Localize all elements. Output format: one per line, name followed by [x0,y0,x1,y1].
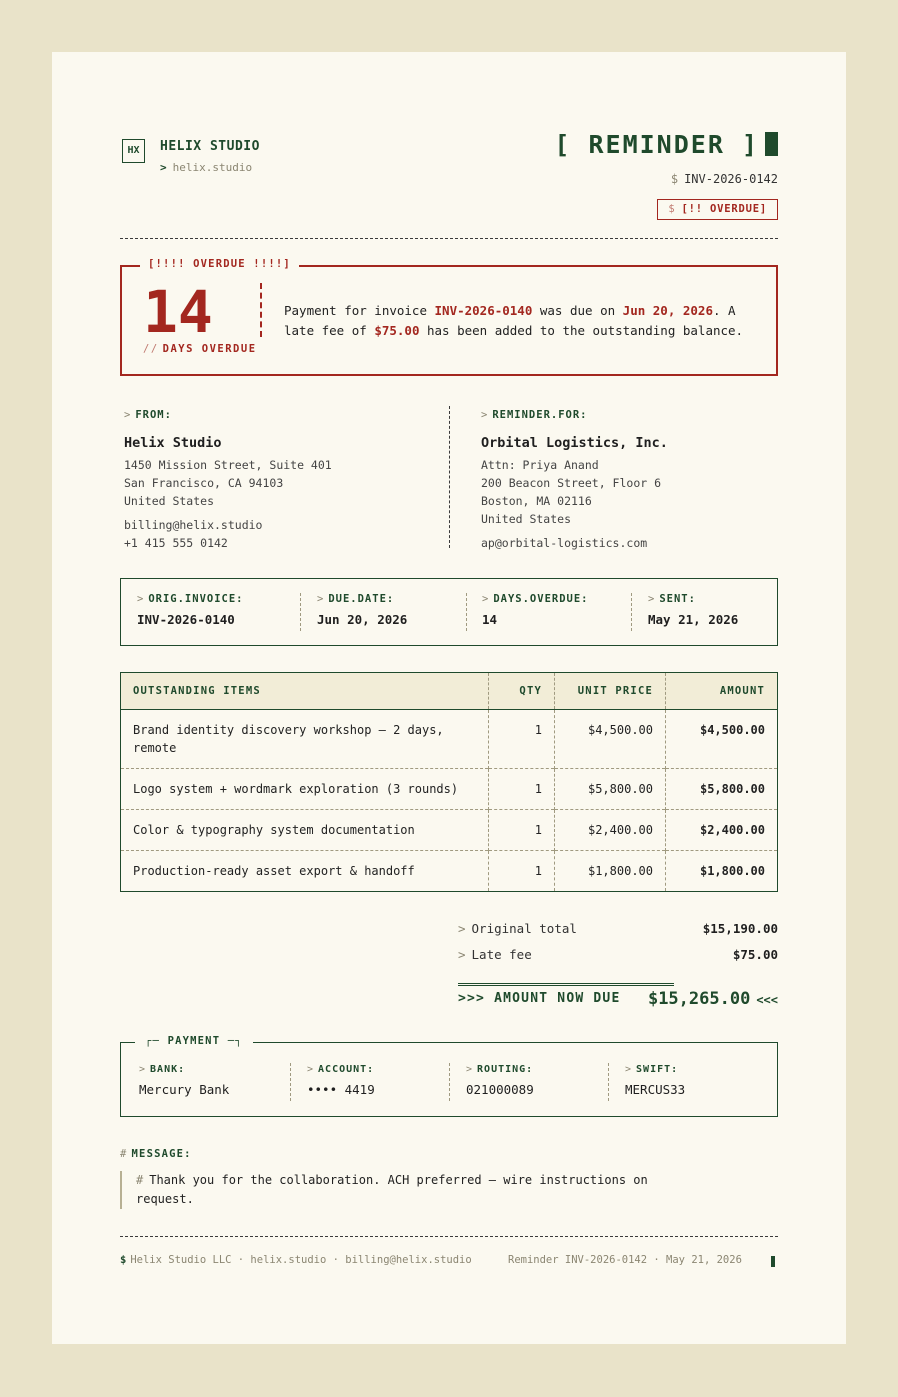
col-header-unit-price: UNIT PRICE [555,673,666,710]
item-qty: 1 [489,810,555,851]
table-row [121,710,778,769]
item-description: Brand identity discovery workshop — 2 days, remote [133,723,444,755]
divider [300,593,301,631]
meta-key: > DUE.DATE: [317,593,395,605]
table-row [121,810,778,851]
item-unit-price: $2,400.00 [555,810,666,851]
payment-legend: ┌─ PAYMENT ─┐ [135,1035,253,1047]
meta-key-text: SENT: [659,593,696,605]
col-header-qty: QTY [489,673,555,710]
late-fee-row [458,947,778,962]
overdue-legend: [!!!! OVERDUE !!!!] [140,258,299,270]
divider [631,593,632,631]
from-email: billing@helix.studio [124,518,263,532]
brand-name: HELIX STUDIO [160,139,260,154]
table-row [121,769,778,810]
status-badge-text: [!! OVERDUE] [681,203,767,215]
to-label [481,406,668,424]
original-total-row [458,921,778,936]
amount-due-row [458,989,778,1009]
prompt-icon: > [481,409,489,421]
overdue-message-text: was due on [532,303,623,318]
document-number [671,172,778,186]
dollar-prompt-icon: $ [670,172,679,186]
to-label-text: REMINDER.FOR: [492,409,588,421]
from-address-line: 1450 Mission Street, Suite 401 [124,458,332,472]
days-overdue-label-text: DAYS OVERDUE [162,343,257,355]
payment-bank [139,1064,229,1097]
col-header-description: OUTSTANDING ITEMS [121,673,489,710]
message-body: # Thank you for the collaboration. ACH preferred — wire instructions on request. [120,1171,680,1209]
item-qty: 1 [489,710,555,769]
due-date-ref: Jun 20, 2026 [622,303,713,318]
document-title-text: [ REMINDER ] [554,130,759,159]
brand-website [160,161,252,174]
days-overdue-label [143,343,257,355]
item-amount: $5,800.00 [666,769,778,810]
payment-details [120,1035,778,1117]
from-address-line: San Francisco, CA 94103 [124,476,284,490]
payment-value: MERCUS33 [625,1082,686,1097]
meta-key: > DAYS.OVERDUE: [482,593,589,605]
item-amount: $4,500.00 [666,710,778,769]
payment-key: > SWIFT: [625,1064,679,1075]
meta-orig-invoice [137,593,244,627]
from-address-line: United States [124,494,215,508]
col-header-amount: AMOUNT [666,673,778,710]
footer-left: Helix Studio LLC · helix.studio · billing@helix.studio [130,1254,472,1266]
meta-key: > SENT: [648,593,696,605]
meta-value: May 21, 2026 [648,612,739,627]
payment-key-text: ROUTING: [477,1064,534,1075]
payment-account [307,1064,375,1097]
payment-key-text: ACCOUNT: [318,1064,375,1075]
item-unit-price: $5,800.00 [555,769,666,810]
overdue-message-text: Payment for invoice [284,303,435,318]
meta-sent [648,593,738,627]
document-title [554,130,778,159]
dollar-prompt-icon: $ [120,1254,127,1266]
divider [120,238,778,239]
reminder-document [52,52,846,1344]
late-fee-ref: $75.00 [374,323,420,338]
from-phone: +1 415 555 0142 [124,536,228,550]
overdue-message-text: has been added to the outstanding balance. [419,323,744,338]
item-unit-price: $1,800.00 [555,851,666,892]
to-email: ap@orbital-logistics.com [481,536,648,550]
payment-value: Mercury Bank [139,1082,230,1097]
message-text: Thank you for the collaboration. ACH preferred — wire instructions on request. [136,1173,648,1206]
meta-key-text: DAYS.OVERDUE: [493,593,589,605]
item-amount: $2,400.00 [666,810,778,851]
divider [290,1063,291,1101]
from-label-text: FROM: [135,409,172,421]
overdue-message-text: . A late fee of [284,303,736,338]
divider [449,1063,450,1101]
days-overdue-count: 14 [143,278,213,346]
cursor-block-icon [765,132,778,156]
meta-value: INV-2026-0140 [137,612,235,627]
brand-site-text: helix.studio [172,161,253,174]
payment-value: •••• 4419 [307,1082,375,1097]
footer-right: Reminder INV-2026-0142 · May 21, 2026 [508,1254,742,1266]
to-address-line: United States [481,512,572,526]
payment-key: > ACCOUNT: [307,1064,375,1075]
meta-days-overdue [482,593,589,627]
divider [466,593,467,631]
table-header-row [121,673,778,710]
divider [120,1236,778,1237]
meta-value: 14 [482,612,498,627]
divider [458,983,674,986]
late-fee-label: > Late fee [458,947,532,962]
divider [449,406,450,548]
status-badge [657,199,778,220]
from-name: Helix Studio [124,435,222,451]
payment-key: > ROUTING: [466,1064,534,1075]
meta-due-date [317,593,407,627]
prompt-icon: > [124,409,132,421]
payment-key: > BANK: [139,1064,186,1075]
to-name: Orbital Logistics, Inc. [481,435,668,451]
original-total-label-text: Original total [471,921,577,936]
meta-key-text: DUE.DATE: [328,593,395,605]
message-label: # MESSAGE: [120,1148,192,1160]
late-fee-value: $75.00 [732,947,778,962]
to-address-line: Attn: Priya Anand [481,458,599,472]
item-qty: 1 [489,769,555,810]
payment-swift [625,1064,685,1097]
to-address-line: Boston, MA 02116 [481,494,592,508]
payment-key-text: SWIFT: [636,1064,679,1075]
divider [608,1063,609,1101]
meta-key-text: ORIG.INVOICE: [148,593,244,605]
prompt-icon: > [160,161,167,174]
footer [120,1254,778,1266]
payment-routing [466,1064,534,1097]
comment-prefix: // [143,343,159,355]
item-qty: 1 [489,851,555,892]
amount-due-value-text: $15,265.00 [647,989,751,1009]
original-total-label: > Original total [458,921,577,936]
item-unit-price: $4,500.00 [555,710,666,769]
payment-key-text: BANK: [150,1064,186,1075]
amount-due-suffix: <<< [756,993,778,1007]
logo-icon: HX [122,139,145,163]
original-invoice-ref: INV-2026-0140 [434,303,533,318]
from-label [124,406,332,424]
amount-due-label: >>> AMOUNT NOW DUE [458,991,621,1006]
payment-value: 021000089 [466,1082,534,1097]
table-row [121,851,778,892]
item-description: Logo system + wordmark exploration (3 rounds) [121,769,489,810]
invoice-meta [120,578,778,646]
item-description: Production-ready asset export & handoff [121,851,489,892]
overdue-message [284,301,764,341]
meta-value: Jun 20, 2026 [317,612,408,627]
meta-key: > ORIG.INVOICE: [137,593,244,605]
from-party [124,406,332,552]
item-description: Color & typography system documentation [121,810,489,851]
original-total-value: $15,190.00 [702,921,778,936]
amount-due-value [648,989,778,1009]
dollar-prompt-icon: $ [668,203,676,215]
document-number-text: INV-2026-0142 [684,172,778,186]
message-label-text: MESSAGE: [131,1148,192,1160]
overdue-alert [120,258,778,376]
to-party [481,406,668,552]
item-amount: $1,800.00 [666,851,778,892]
divider [260,283,262,337]
cursor-block-icon [771,1256,775,1267]
to-address-line: 200 Beacon Street, Floor 6 [481,476,662,490]
late-fee-label-text: Late fee [471,947,532,962]
items-table [120,672,778,892]
